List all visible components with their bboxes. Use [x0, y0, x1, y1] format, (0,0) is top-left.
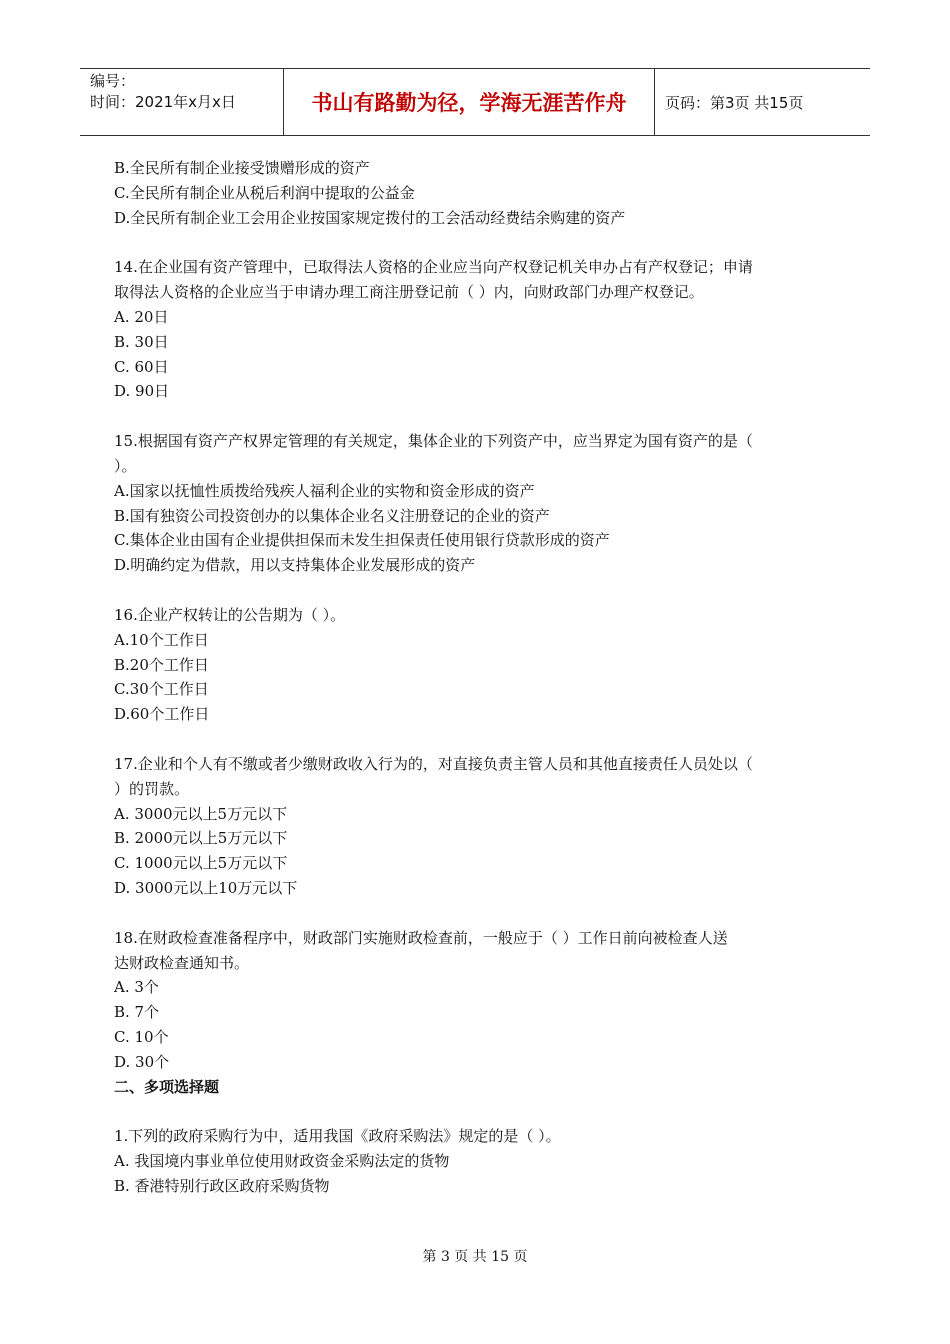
text-line: D.60个工作日: [114, 705, 210, 724]
text-line: A. 20日: [114, 307, 169, 326]
text-line: 1.下列的政府采购行为中，适用我国《政府采购法》规定的是（ ）。: [114, 1127, 561, 1146]
text-line: 18.在财政检查准备程序中，财政部门实施财政检查前，一般应于（ ）工作日前向被检查人送: [114, 928, 728, 947]
text-line: C.30个工作日: [114, 680, 209, 699]
header-page-indicator: 页码：第3页 共15页: [665, 93, 804, 112]
text-line: B. 30日: [114, 332, 169, 351]
text-line: D.全民所有制企业工会用企业按国家规定拨付的工会活动经费结余购建的资产: [114, 208, 626, 227]
text-line: C. 1000元以上5万元以下: [114, 854, 288, 873]
text-line: B. 7个: [114, 1003, 160, 1022]
text-line: B.全民所有制企业接受馈赠形成的资产: [114, 159, 370, 177]
text-line: C. 10个: [114, 1027, 169, 1046]
text-line: A. 我国境内事业单位使用财政资金采购法定的货物: [114, 1152, 450, 1171]
blank-line: [114, 727, 844, 752]
text-line: D. 90日: [114, 382, 170, 401]
text-line: A.10个工作日: [114, 630, 209, 649]
text-line: D.明确约定为借款，用以支持集体企业发展形成的资产: [114, 556, 476, 575]
text-line: B.20个工作日: [114, 655, 209, 674]
text-line: C. 60日: [114, 357, 169, 376]
blank-line: [114, 578, 844, 603]
text-line: C.全民所有制企业从税后利润中提取的公益金: [114, 183, 415, 202]
document-time-label: 时间：2021年x月x日: [90, 93, 236, 111]
text-line: A.国家以抚恤性质拨给残疾人福利企业的实物和资金形成的资产: [114, 481, 535, 500]
page-footer: 第 3 页 共 15 页: [422, 1249, 528, 1265]
text-line: 15.根据国有资产产权界定管理的有关规定，集体企业的下列资产中，应当界定为国有资产的是（: [114, 432, 753, 451]
blank-line: [114, 901, 844, 926]
document-body: [114, 156, 844, 1199]
header-meta: [80, 69, 283, 135]
text-line: ）。: [114, 456, 137, 475]
text-line: 达财政检查通知书。: [114, 953, 250, 972]
text-line: D. 30个: [114, 1052, 170, 1071]
text-line: B.国有独资公司投资创办的以集体企业名义注册登记的企业的资产: [114, 506, 550, 525]
text-line: D. 3000元以上10万元以下: [114, 878, 298, 897]
text-line: A. 3000元以上5万元以下: [114, 804, 288, 823]
text-line: B. 2000元以上5万元以下: [114, 829, 288, 848]
blank-line: [114, 230, 844, 255]
section-title: 二、多项选择题: [114, 1077, 220, 1096]
text-line: 17.企业和个人有不缴或者少缴财政收入行为的，对直接负责主管人员和其他直接责任人员处以（: [114, 754, 753, 773]
text-line: A. 3个: [114, 978, 159, 997]
question-block-multiple-choice: [114, 1099, 844, 1198]
text-line: 14.在企业国有资产管理中，已取得法人资格的企业应当向产权登记机关申办占有产权登记；申请: [114, 258, 753, 277]
document-number-label: 编号：: [90, 72, 136, 90]
text-line: B. 香港特别行政区政府采购货物: [114, 1176, 330, 1195]
text-line: 16.企业产权转让的公告期为（ ）。: [114, 605, 346, 624]
blank-line: [114, 404, 844, 429]
text-line: ）的罚款。: [114, 779, 190, 798]
blank-line: [114, 1099, 844, 1124]
text-line: C.集体企业由国有企业提供担保而未发生担保责任使用银行贷款形成的资产: [114, 531, 610, 550]
text-line: 取得法人资格的企业应当于申请办理工商注册登记前（ ）内，向财政部门办理产权登记。: [114, 283, 704, 302]
page-header: [80, 68, 870, 136]
header-motto: 书山有路勤为径，学海无涯苦作舟: [283, 69, 655, 135]
question-block-single-choice: [114, 156, 844, 1075]
